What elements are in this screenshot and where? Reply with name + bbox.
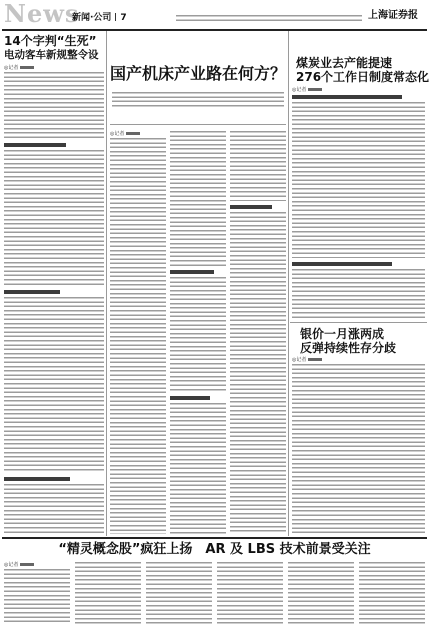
separator: [115, 13, 116, 21]
body-text: [4, 484, 104, 534]
body-text: [217, 562, 283, 624]
body-text: [230, 212, 286, 534]
deck-rule: [110, 124, 286, 125]
byline: ◎记者: [4, 65, 34, 71]
body-text: [288, 562, 354, 624]
body-text: [4, 297, 104, 473]
byline: ◎记者: [292, 87, 322, 93]
page-number: 7: [120, 13, 127, 23]
article-rule: [290, 322, 427, 323]
article-headline: 电动客车新规整令设: [4, 49, 99, 61]
subheading: [292, 95, 402, 99]
header-rule: [2, 29, 427, 31]
header-meta-text: [176, 15, 362, 21]
subheading: [170, 396, 210, 400]
byline: ◎记者: [292, 357, 322, 363]
body-text: [110, 138, 166, 534]
body-text: [292, 102, 425, 258]
body-text: [75, 562, 141, 624]
byline: ◎记者: [110, 131, 140, 137]
body-text: [4, 72, 104, 140]
body-text: [359, 562, 425, 624]
subheading: [4, 477, 70, 481]
subheading: [230, 205, 272, 209]
body-text: [170, 131, 226, 266]
body-text: [230, 131, 286, 201]
article-headline: 国产机床产业路在何方？: [109, 64, 286, 83]
body-text: [4, 569, 70, 624]
section-word: News: [4, 0, 80, 28]
section-title: [72, 13, 127, 24]
article-headline: 反弹持续性存分歧: [300, 341, 397, 355]
subheading: [4, 143, 66, 147]
byline: ◎记者: [4, 562, 34, 568]
body-text: [292, 269, 425, 319]
article-headline: 14个字判“生死”: [4, 34, 97, 48]
section-rule: [2, 537, 427, 539]
body-text: [146, 562, 212, 624]
subheading: [170, 270, 214, 274]
body-text: [4, 150, 104, 286]
section-name: 新闻·公司: [72, 13, 112, 23]
paper-name: 上海证券报: [368, 10, 418, 21]
subheading: [292, 262, 392, 266]
article-headline: 276个工作日制度常态化: [296, 70, 429, 84]
column-rule: [106, 31, 107, 536]
article-headline: “精灵概念股”疯狂上扬 AR 及 LBS 技术前景受关注: [58, 542, 371, 557]
body-text: [170, 277, 226, 392]
article-headline: 银价一月涨两成: [300, 327, 385, 341]
article-headline: 煤炭业去产能提速: [296, 56, 393, 70]
body-text: [170, 403, 226, 534]
subheading: [4, 290, 60, 294]
body-text: [292, 364, 425, 534]
column-rule: [288, 31, 289, 536]
article-deck: [112, 92, 284, 109]
